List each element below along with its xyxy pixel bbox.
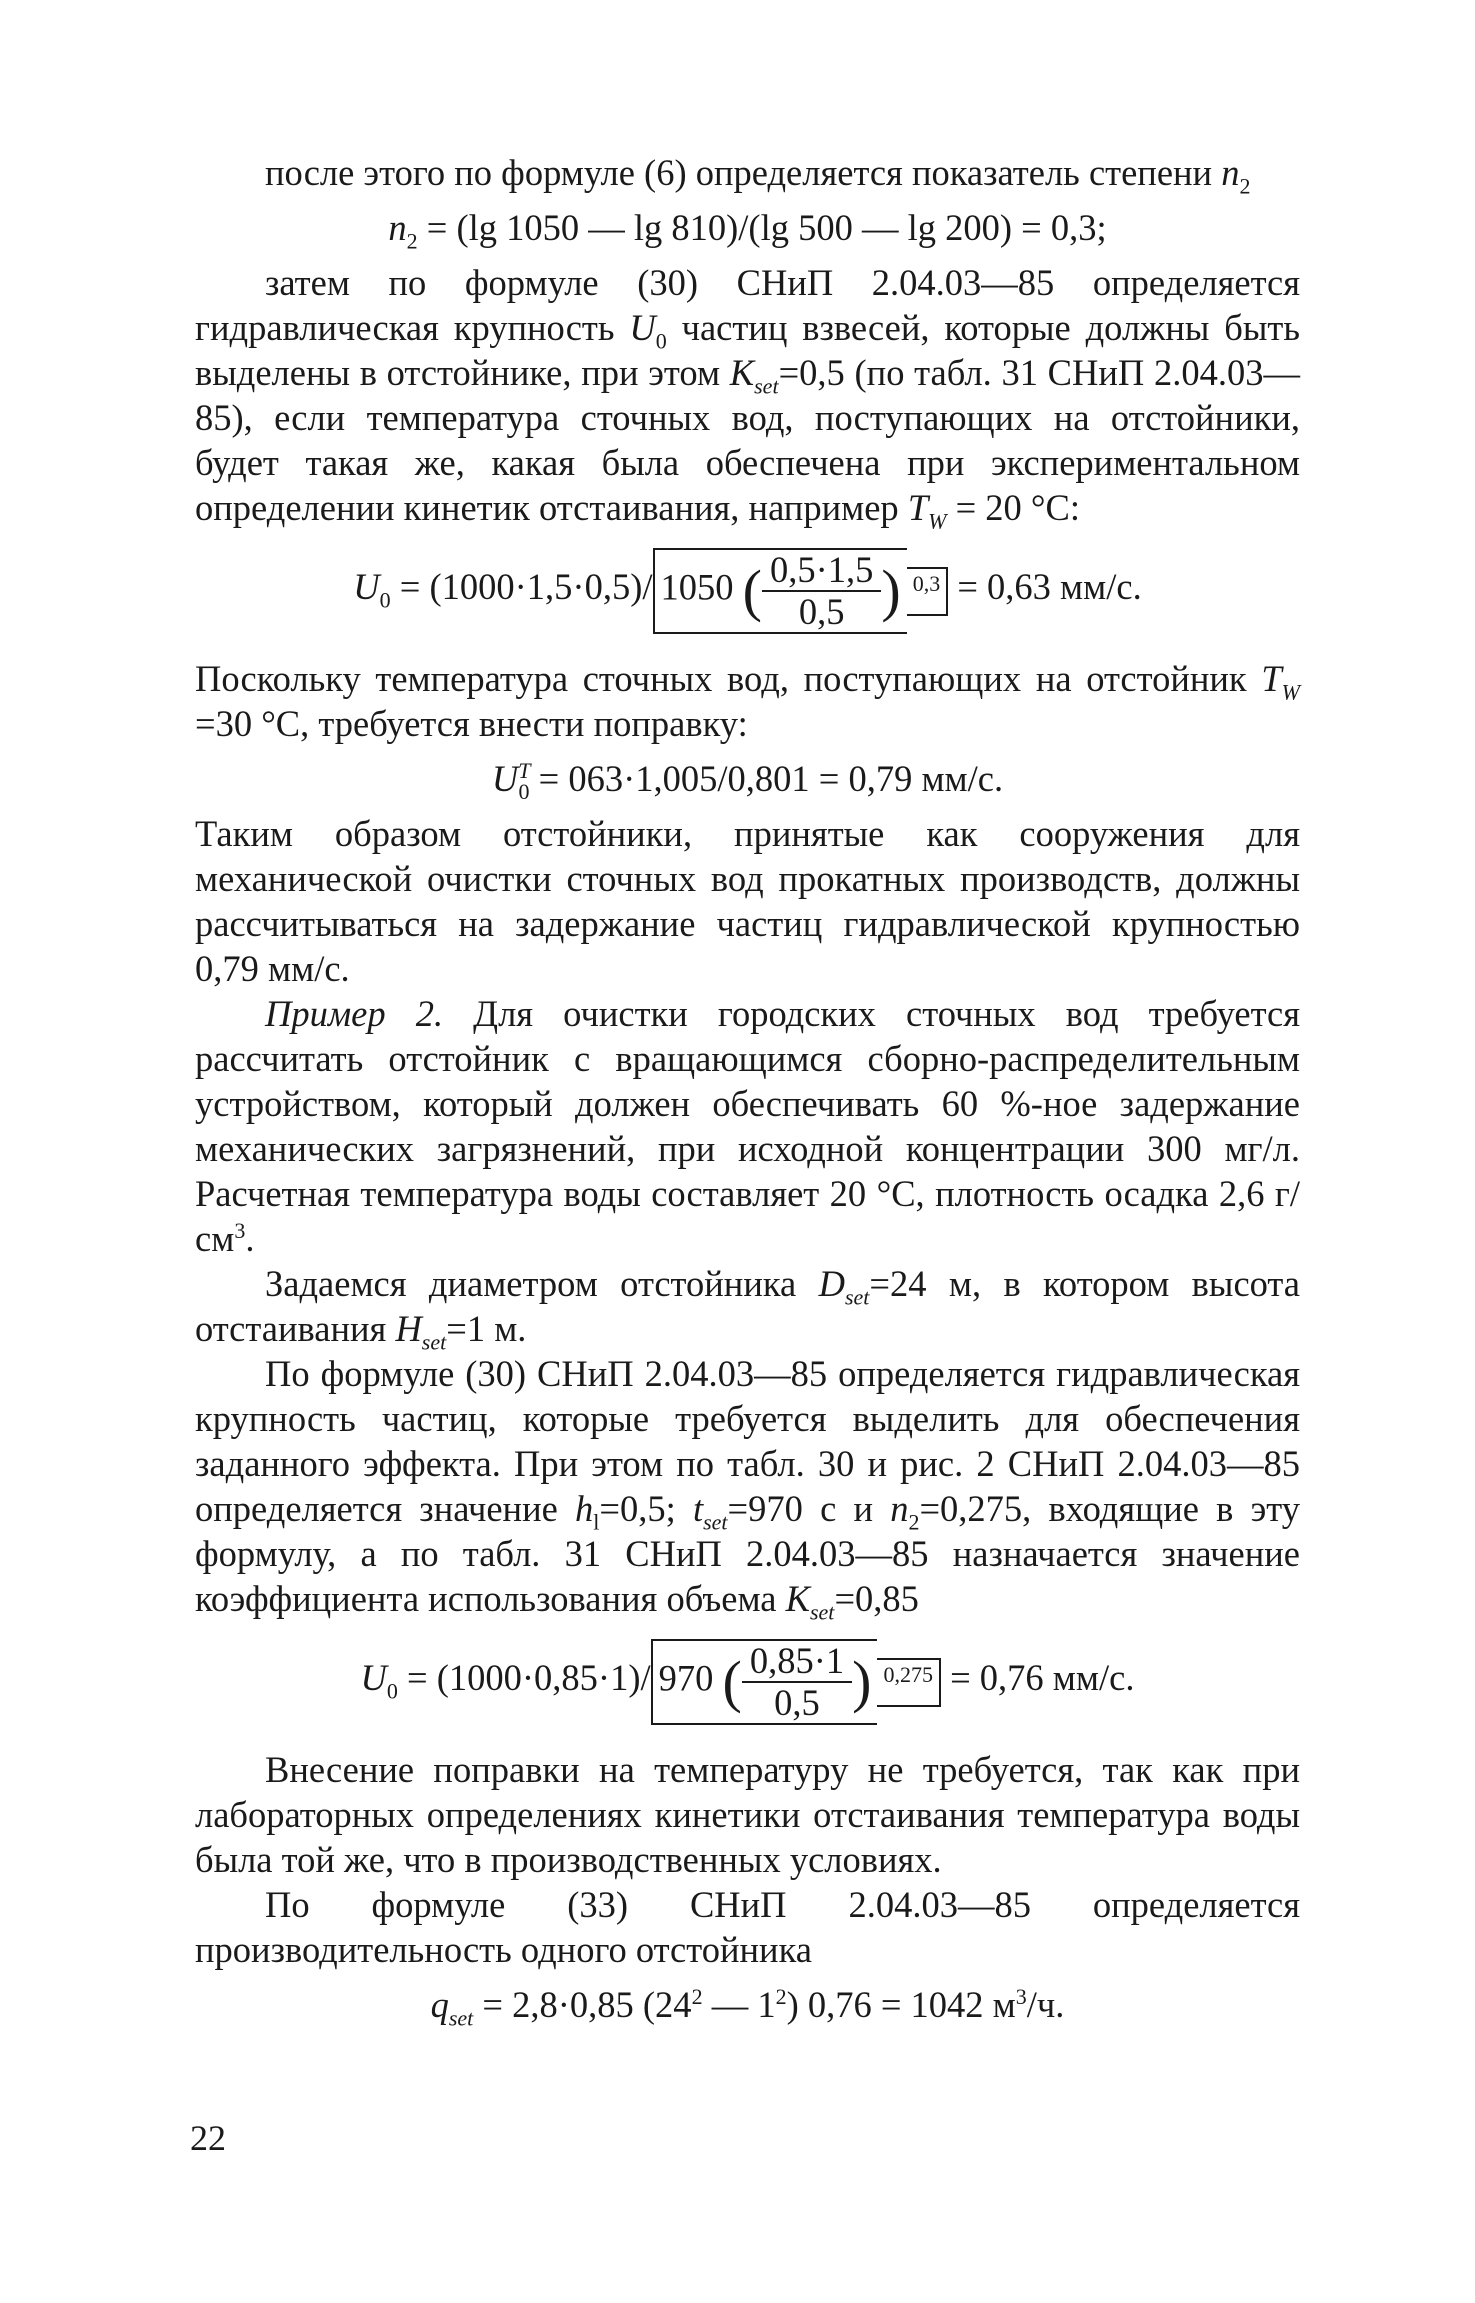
variable: n [388,207,407,248]
variable: T [1261,658,1282,699]
equation-u0-first [195,548,1300,634]
subscript: set [754,373,779,399]
text-run: затем по формуле (30) СНиП 2.04.03—85 определяется гидравлическая крупность [195,262,1300,348]
right-bracket [907,567,949,616]
text-run: Поскольку температура сточных вод, поступающих на отстойник [195,658,1262,699]
subscript: 0 [379,587,391,613]
text-run: Внесение поправки на температуру не требуется, так как при лабораторных определениях кинетики отстаивания температура воды была той же, что в производственных условиях. [195,1749,1300,1880]
text-run: =30 °С, требуется внести поправку: [195,703,748,744]
variable: U [491,758,519,799]
variable: T [907,487,929,528]
subscript: set [421,1329,447,1355]
fraction [742,1641,852,1723]
page-number: 22 [190,2118,226,2158]
paragraph-4 [195,811,1300,991]
subscript: 0 [518,779,530,805]
equation-text: = (1000·0,85·1)/ [397,1657,651,1699]
paragraph-6 [195,1261,1301,1355]
equation-text: — 1 [702,1984,776,2025]
equation-qset [195,1982,1300,2031]
variable: U [360,1657,387,1699]
variable: n [890,1488,909,1529]
fraction-numerator: 0,85·1 [742,1641,852,1683]
variable: U [353,566,380,608]
page-body [195,150,1300,2037]
equation-text: = (1000·1,5·0,5)/ [390,566,653,608]
text-run: =0,85 [834,1578,919,1619]
text-run: По формуле (33) СНиП 2.04.03—85 определяется производительность одного отстойника [195,1884,1300,1970]
variable: q [430,1984,449,2025]
variable: K [729,352,755,393]
right-bracket [877,1658,941,1707]
subscript: set [809,1599,835,1625]
text-run: =970 с и [727,1488,891,1529]
equation-text: = 0,63 мм/с. [948,566,1142,608]
equation-text: = (lg 1050 — lg 810)/(lg 500 — lg 200) = 0,3; [417,207,1107,248]
superscript: 2 [691,1983,703,2009]
text-run: =24 м, в котором высота отстаивания [195,1263,1301,1349]
variable: U [629,307,656,348]
text-run: после этого по формуле (6) определяется показатель степени [265,152,1222,193]
subscript: set [448,2005,474,2031]
fraction-denominator: 0,5 [774,1682,820,1723]
subscript: 2 [1239,173,1251,199]
variable: n [1221,152,1240,193]
variable: D [818,1263,845,1304]
subscript: 0 [386,1678,398,1704]
text-run: . [245,1218,255,1259]
text-run: частиц взвесей, которые должны быть выделены в отстойнике, при этом [195,307,1300,393]
paragraph-7 [195,1351,1300,1625]
left-bracket: 970 ( $\frac{0,85\cdot 1}{0,5}$ ) [651,1639,878,1725]
fraction-numerator: 0,5·1,5 [762,550,881,592]
paragraph-3 [195,656,1300,746]
variable: h [575,1488,594,1529]
subscript: 0 [655,328,667,354]
text-run: =0,5; [599,1488,693,1529]
equation-text: = 2,8·0,85 (24 [473,1984,692,2025]
equation-text: = 063·1,005/0,801 = 0,79 мм/с. [529,758,1004,799]
variable: t [692,1488,704,1529]
subscript: W [1281,679,1300,705]
equation-u0t [195,756,1300,805]
subscript: set [703,1509,728,1535]
equation-n2 [195,205,1300,254]
subscript: 2 [406,228,418,254]
variable: K [785,1578,810,1619]
paragraph-5 [195,991,1300,1261]
exponent: 0,275 [883,1661,933,1687]
text-run: =0,5 (по табл. 31 СНиП 2.04.03—85), если температура сточных вод, поступающих на отстойники, будет такая же, какая была обеспечена при экспериментальном определении кинетик отстаивания, например [195,352,1300,528]
superscript: T [518,757,531,783]
variable: H [395,1308,422,1349]
superscript: 2 [775,1983,787,2009]
example-label: Пример 2. [265,993,444,1034]
superscript: 3 [234,1217,246,1243]
text-run: Задаемся диаметром отстойника [265,1263,819,1304]
equation-text: ) 0,76 = 1042 м [786,1984,1016,2025]
text-run: =0,275, входящие в эту формулу, а по табл. 31 СНиП 2.04.03—85 назначается значение коэффициента использования объема [195,1488,1300,1619]
left-bracket: 1050 ( $\frac{0,5\cdot 1,5}{0,5}$ ) [653,548,907,634]
fraction-denominator: 0,5 [798,591,845,632]
fraction [762,550,881,632]
exponent: 0,3 [912,570,941,596]
text-run: = 20 °С: [946,487,1080,528]
subscript: l [593,1509,600,1535]
paragraph-9 [195,1882,1300,1972]
paragraph-2 [195,260,1300,534]
superscript: 3 [1015,1983,1027,2009]
equation-text: 970 [658,1657,714,1699]
subscript: W [928,508,947,534]
paragraph-8 [195,1747,1300,1882]
equation-text: = 0,76 мм/с. [940,1657,1135,1699]
text-run: По формуле (30) СНиП 2.04.03—85 определяется гидравлическая крупность частиц, которые требуется выделить для обеспечения заданного эффекта. При этом по табл. 30 и рис. 2 СНиП 2.04.03—85 определяется значение [195,1353,1300,1529]
subscript: set [844,1284,870,1310]
equation-text: /ч. [1026,1984,1065,2025]
text-run: Таким образом отстойники, принятые как сооружения для механической очистки сточных вод прокатных производств, должны рассчитываться на задержание частиц гидравлической крупностью 0,79 мм/с. [195,813,1300,989]
paragraph-1 [195,150,1300,199]
equation-text: 1050 [660,566,734,608]
text-run: =1 м. [446,1308,527,1349]
text-run: Для очистки городских сточных вод требуется рассчитать отстойник с вращающимся сборно-распределительным устройством, который должен обеспечивать 60 %-ное задержание механических загрязнений, при исходной концентрации 300 мг/л. Расчетная температура воды составляет 20 °С, плотность осадка 2,6 г/см [195,993,1300,1259]
subscript: 2 [908,1509,920,1535]
equation-u0-second [195,1639,1300,1725]
